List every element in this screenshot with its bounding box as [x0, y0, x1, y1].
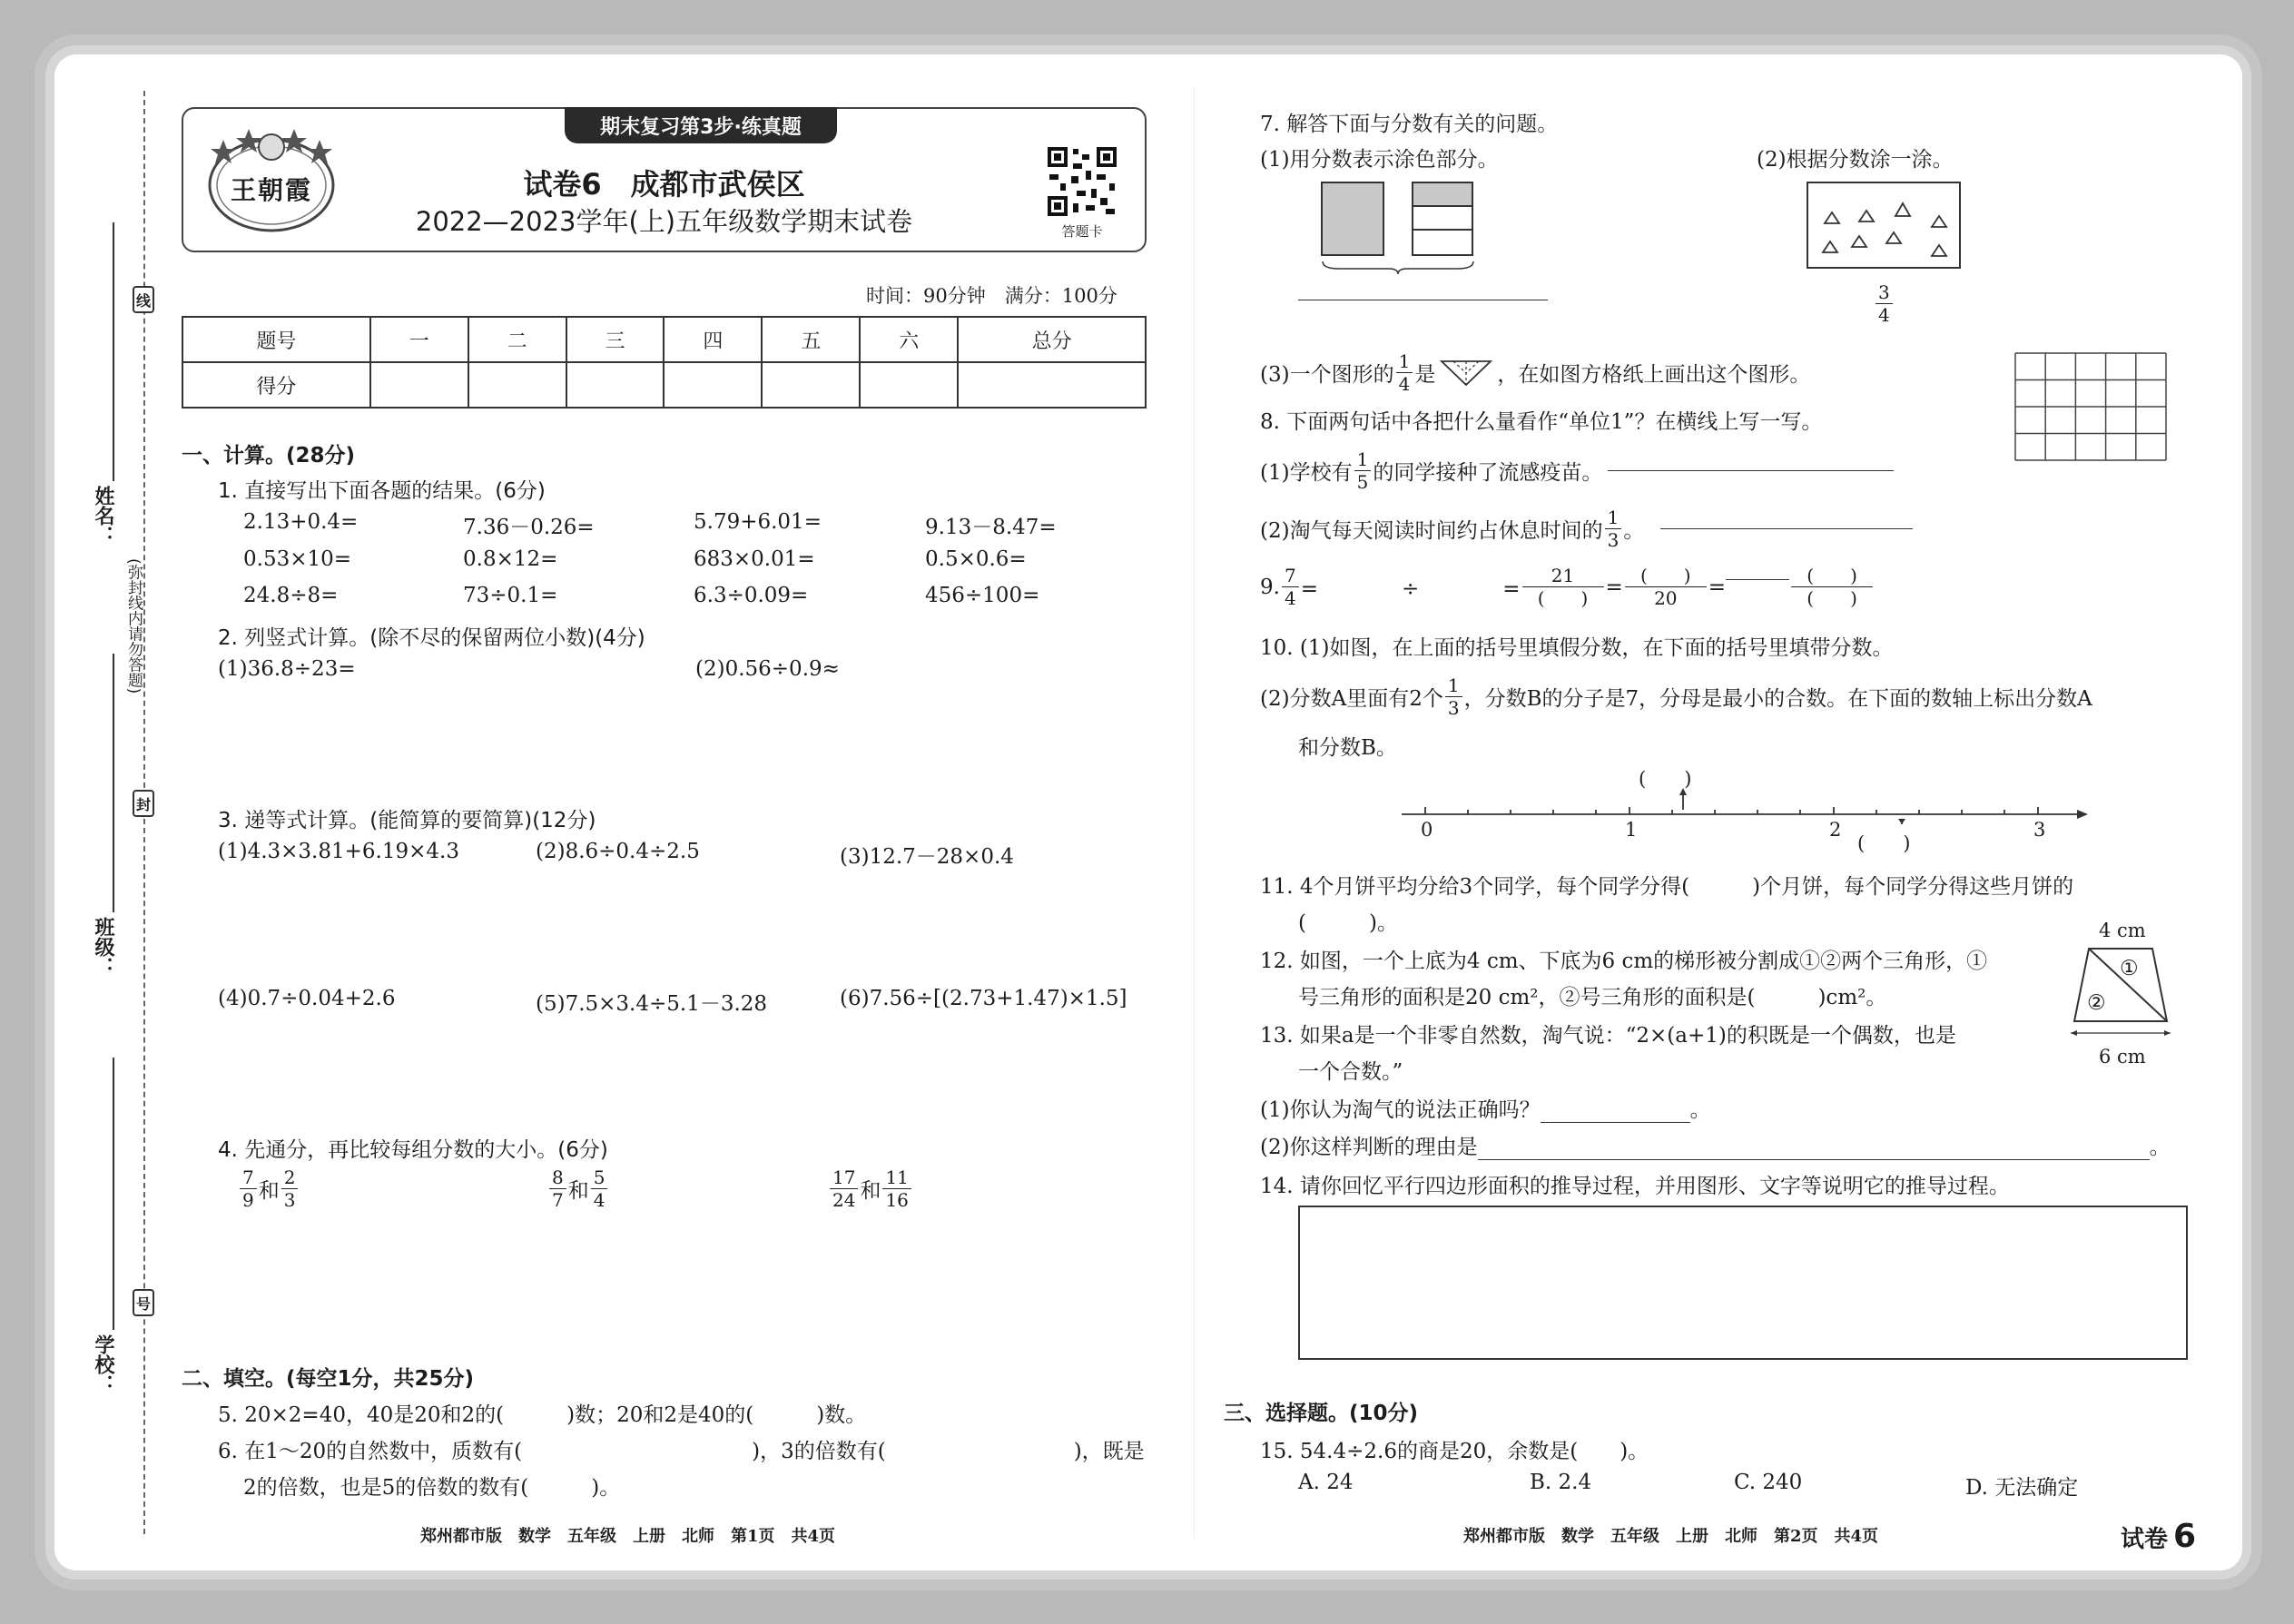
and-text: 和 [258, 1179, 280, 1203]
frac-den: 9 [242, 1189, 254, 1211]
frac-num: 5 [591, 1168, 608, 1189]
q4-pair [828, 1168, 913, 1209]
header-box [182, 107, 1147, 252]
q15-text: 15. 54.4÷2.6的商是20，余数是( )。 [1260, 1440, 1649, 1463]
q14-answer-box[interactable] [1298, 1206, 2188, 1360]
score-input[interactable] [370, 362, 468, 408]
axis-tick: 0 [1421, 819, 1433, 841]
q8-2-part: (2)淘气每天阅读时间约占休息时间的 [1260, 519, 1603, 543]
q13-1-answer-line[interactable] [1541, 1122, 1690, 1123]
triangles-box[interactable] [1807, 182, 1961, 269]
paper-tag-label: 试卷 [2121, 1526, 2169, 1553]
q8-2-answer-line[interactable] [1660, 528, 1913, 529]
score-cell: 一 [370, 317, 468, 362]
frac-num: 7 [1282, 566, 1299, 587]
frac-den: 20 [1654, 587, 1678, 609]
frac-den: 7 [552, 1189, 564, 1211]
q15-option-d[interactable]: D. 无法确定 [1965, 1476, 2079, 1500]
q9-blank-line[interactable] [1726, 579, 1789, 580]
axis-bracket-bottom[interactable]: ( ) [1857, 832, 1911, 854]
q12-text: 12. 如图，一个上底为4 cm、下底为6 cm的梯形被分割成①②两个三角形，① [1260, 950, 1988, 973]
section-2-title: 二、填空。(每空1分，共25分) [182, 1367, 475, 1391]
frac-num: 2 [281, 1168, 299, 1189]
qr-code-icon[interactable] [1046, 145, 1118, 218]
trapezoid-figure [2070, 940, 2171, 1039]
q10-2-text [1260, 676, 2092, 717]
q13-1-part: (1)你认为淘气的说法正确吗？ [1260, 1098, 1541, 1122]
q9-middle: = ÷ = [1300, 577, 1521, 601]
q7-3-text [1260, 352, 1810, 393]
binding-seal-seal: 封 [133, 790, 154, 817]
frac-num: 8 [549, 1168, 566, 1189]
q8-1-answer-line[interactable] [1608, 470, 1894, 471]
period: 。 [1689, 1098, 1711, 1122]
q4-pair [547, 1168, 609, 1209]
triangle-1-label: ① [2120, 957, 2139, 980]
binding-line-seal: 线 [133, 286, 154, 313]
grid-paper[interactable] [2014, 352, 2167, 461]
frac-den[interactable]: ( ) [1537, 587, 1589, 609]
q10-1-text: 10. (1)如图，在上面的括号里填假分数，在下面的括号里填带分数。 [1260, 636, 1894, 660]
q10-2-text-cont: 和分数B。 [1298, 736, 1397, 760]
q1-item: 6.3÷0.09= [694, 584, 809, 607]
q9-text: 9. $\frac{7}{4}$ = ÷ = $\frac{21}{( )}$ = $\frac{( )}{20}$ = $\frac{( )}{( )}$ [1260, 566, 1875, 607]
period: 。 [2149, 1136, 2171, 1159]
frac-num: 7 [240, 1168, 257, 1189]
q1-item: 0.8×12= [463, 547, 558, 571]
score-input[interactable] [468, 362, 566, 408]
q8-1-part: 的同学接种了流感疫苗。 [1373, 461, 1603, 485]
score-input-row [182, 362, 1146, 408]
binding-notice: (弥封线内请勿答题) [124, 558, 143, 694]
q2-item: (2)0.56÷0.9≈ [695, 657, 840, 681]
frac-num: 21 [1522, 566, 1604, 587]
score-table [182, 316, 1147, 408]
q1-item: 0.53×10= [243, 547, 352, 571]
q11-text-cont: ( )。 [1298, 911, 1398, 935]
right-footer: 郑州都市版 数学 五年级 上册 北师 第2页 共4页 [1463, 1527, 1879, 1546]
score-cell: 三 [566, 317, 665, 362]
q3-item: (1)4.3×3.81+6.19×4.3 [218, 840, 459, 863]
frac-den: 5 [1356, 471, 1369, 493]
q7-3-part: ，在如图方格纸上画出这个图形。 [1497, 363, 1811, 387]
divided-rect-figure [1412, 182, 1473, 256]
q1-item: 24.8÷8= [243, 584, 339, 607]
frac-den: 24 [832, 1189, 856, 1211]
q7-2-prompt: (2)根据分数涂一涂。 [1757, 148, 1954, 172]
frac-num[interactable]: ( ) [1791, 566, 1873, 587]
q9-number: 9. [1260, 575, 1280, 599]
triangle-2-label: ② [2087, 991, 2106, 1015]
q2-prompt: 2. 列竖式计算。(除不尽的保留两位小数)(4分) [218, 626, 645, 650]
axis-bracket-top[interactable]: ( ) [1639, 768, 1692, 790]
shape-quarter-icon [1439, 358, 1493, 389]
and-text: 和 [860, 1179, 881, 1203]
frac-den: 4 [1878, 304, 1890, 326]
q3-item: (3)12.7－28×0.4 [840, 845, 1014, 869]
q8-1-part: (1)学校有 [1260, 461, 1353, 485]
q11-text: 11. 4个月饼平均分给3个同学，每个同学分得( )个月饼，每个同学分得这些月饼的 [1260, 875, 2074, 899]
q15-option-b[interactable]: B. 2.4 [1530, 1471, 1592, 1494]
exam-subtitle: 2022—2023学年(上)五年级数学期末试卷 [415, 206, 913, 237]
score-input[interactable] [860, 362, 958, 408]
q1-item: 5.79+6.01= [694, 510, 822, 534]
axis-tick: 3 [2033, 819, 2046, 841]
q13-text-cont: 一个合数。” [1298, 1060, 1403, 1084]
frac-num: 1 [1396, 352, 1413, 373]
q13-2-answer-line[interactable] [1478, 1159, 2150, 1160]
score-header-row [182, 317, 1146, 362]
section-1-title: 一、计算。(28分) [182, 444, 356, 468]
q5-text: 5. 20×2=40，40是20和2的( )数；20和2是40的( )数。 [218, 1403, 867, 1427]
score-input[interactable] [566, 362, 665, 408]
q1-item: 7.36－0.26= [463, 516, 595, 539]
q7-3-part: 是 [1414, 363, 1436, 387]
frac-den[interactable]: ( ) [1807, 587, 1857, 609]
school-field[interactable] [113, 1058, 114, 1330]
exam-title: 试卷6 成都市武侯区 [523, 167, 805, 202]
q2-item: (1)36.8÷23= [218, 657, 356, 681]
q15-option-c[interactable]: C. 240 [1734, 1471, 1803, 1494]
school-label: 学校： [92, 1334, 114, 1394]
qr-label: 答题卡 [1061, 223, 1103, 240]
q15-option-a[interactable]: A. 24 [1298, 1471, 1354, 1494]
q1-prompt: 1. 直接写出下面各题的结果。(6分) [218, 479, 546, 503]
score-input[interactable] [958, 362, 1146, 408]
frac-num: 11 [882, 1168, 911, 1189]
number-line[interactable] [1398, 763, 2088, 853]
frac-den: 4 [1284, 587, 1296, 609]
q8-2-part: 。 [1623, 519, 1645, 543]
q7-1-prompt: (1)用分数表示涂色部分。 [1260, 148, 1499, 172]
q6-text: 6. 在1～20的自然数中，质数有( )，3的倍数有( )，既是 [218, 1440, 1145, 1463]
q13-2-text [1260, 1130, 2171, 1160]
score-input[interactable] [762, 362, 860, 408]
q1-item: 0.5×0.6= [925, 547, 1027, 571]
frac-den: 3 [283, 1189, 296, 1211]
q10-2-part: (2)分数A里面有2个 [1260, 687, 1443, 711]
frac-den: 3 [1447, 697, 1460, 719]
frac-den: 4 [1398, 373, 1411, 395]
class-field[interactable] [113, 654, 114, 912]
q8-2-text [1260, 508, 1913, 549]
q3-item: (5)7.5×3.4÷5.1－3.28 [536, 992, 768, 1016]
section-3-title: 三、选择题。(10分) [1224, 1402, 1419, 1425]
frac-num: 1 [1445, 676, 1462, 697]
q7-3-part: (3)一个图形的 [1260, 363, 1394, 387]
q13-2-part: (2)你这样判断的理由是 [1260, 1136, 1478, 1159]
q1-item: 2.13+0.4= [243, 510, 359, 534]
q3-prompt: 3. 递等式计算。(能简算的要简算)(12分) [218, 809, 596, 832]
q8-1-text [1260, 450, 1894, 491]
axis-tick: 1 [1625, 819, 1638, 841]
score-cell: 六 [860, 317, 958, 362]
frac-den: 16 [885, 1189, 909, 1211]
q13-1-text [1260, 1093, 1711, 1123]
axis-tick: 2 [1829, 819, 1842, 841]
q12-text-cont: 号三角形的面积是20 cm²，②号三角形的面积是( )cm²。 [1298, 986, 1887, 1009]
time-info: 时间：90分钟 满分：100分 [866, 285, 1117, 307]
paper-tag [2121, 1518, 2196, 1555]
step-banner: 期末复习第3步·练真题 [565, 107, 837, 143]
score-cell: 四 [664, 317, 762, 362]
q7-2-fraction [1874, 283, 1895, 324]
q13-text: 13. 如果a是一个非零自然数，淘气说：“2×(a+1)的积既是一个偶数，也是 [1260, 1024, 1956, 1048]
name-label: 姓名： [92, 486, 114, 546]
class-label: 班级： [92, 917, 114, 977]
score-cell: 二 [468, 317, 566, 362]
shaded-square-figure [1321, 182, 1384, 256]
frac-num: 1 [1605, 508, 1622, 529]
q1-item: 683×0.01= [694, 547, 815, 571]
q10-2-part: ，分数B的分子是7，分母是最小的合数。在下面的数轴上标出分数A [1463, 687, 2092, 711]
q4-prompt: 4. 先通分，再比较每组分数的大小。(6分) [218, 1138, 608, 1162]
trapezoid-bottom-label: 6 cm [2099, 1046, 2146, 1068]
frac-den: 4 [593, 1189, 605, 1211]
left-footer: 郑州都市版 数学 五年级 上册 北师 第1页 共4页 [420, 1527, 836, 1546]
score-cell: 题号 [182, 317, 370, 362]
and-text: 和 [567, 1179, 589, 1203]
q7-prompt: 7. 解答下面与分数有关的问题。 [1260, 113, 1559, 136]
q4-pair [238, 1168, 300, 1209]
q3-item: (2)8.6÷0.4÷2.5 [536, 840, 700, 863]
brace-icon [1321, 260, 1475, 276]
frac-num: 3 [1876, 283, 1893, 304]
score-row-label: 得分 [182, 362, 370, 408]
q6-text-cont: 2的倍数，也是5的倍数的数有( )。 [243, 1476, 621, 1500]
name-field[interactable] [113, 222, 114, 481]
frac-num: 1 [1354, 450, 1372, 471]
q1-item: 9.13－8.47= [925, 516, 1057, 539]
score-cell: 五 [762, 317, 860, 362]
frac-num[interactable]: ( ) [1625, 566, 1707, 587]
q14-text: 14. 请你回忆平行四边形面积的推导过程，并用图形、文字等说明它的推导过程。 [1260, 1175, 2010, 1198]
q3-item: (6)7.56÷[(2.73+1.47)×1.5] [840, 987, 1127, 1010]
paper-tag-number: 6 [2173, 1518, 2197, 1555]
score-cell: 总分 [958, 317, 1146, 362]
q8-prompt: 8. 下面两句话中各把什么量看作“单位1”？在横线上写一写。 [1260, 410, 1823, 434]
trapezoid-top-label: 4 cm [2099, 920, 2146, 941]
q1-item: 456÷100= [925, 584, 1040, 607]
frac-den: 3 [1607, 529, 1620, 551]
logo-text: 王朝霞 [231, 175, 313, 205]
q3-item: (4)0.7÷0.04+2.6 [218, 987, 396, 1010]
page-divider [1194, 86, 1195, 1539]
binding-number-seal: 号 [133, 1289, 154, 1316]
score-input[interactable] [664, 362, 762, 408]
q1-item: 73÷0.1= [463, 584, 558, 607]
frac-num: 17 [830, 1168, 858, 1189]
